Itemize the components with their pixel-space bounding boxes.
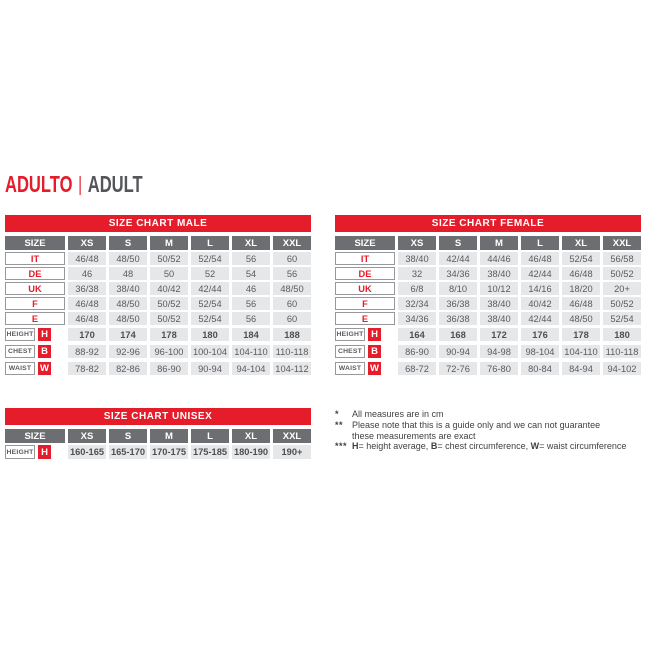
measure-row (5, 328, 311, 341)
size-value-cell: 60 (273, 252, 311, 265)
size-value-cell: 38/40 (480, 312, 518, 325)
measure-code-badge: W (368, 362, 381, 375)
measure-code-badge: B (368, 345, 381, 358)
size-row (335, 297, 641, 310)
size-value-cell: 50/52 (603, 267, 641, 280)
measure-value-cell: 92-96 (109, 345, 147, 358)
size-row (335, 312, 641, 325)
footnote-text-segment: All measures are in cm (352, 409, 444, 419)
size-value-cell: 56/58 (603, 252, 641, 265)
measure-label-group (335, 328, 395, 341)
footnote-marker: ** (335, 419, 344, 430)
size-value-cell: 46/48 (562, 297, 600, 310)
size-value-cell: 46/48 (68, 297, 106, 310)
measure-row (335, 345, 641, 358)
measure-value-cell: 104-110 (232, 345, 270, 358)
measure-label: CHEST (5, 345, 35, 358)
column-header-cell: XXL (603, 236, 641, 250)
measure-label: HEIGHT (5, 445, 35, 459)
size-value-cell: 60 (273, 312, 311, 325)
size-value-cell: 44/46 (480, 252, 518, 265)
column-header-cell: XXL (273, 236, 311, 250)
size-region-label: IT (5, 252, 65, 265)
measure-value-cell: 170-175 (151, 447, 187, 457)
measure-value-cell: 110-118 (273, 345, 311, 358)
size-chart-male (5, 215, 311, 379)
footnote-marker: * (335, 409, 340, 419)
footnote-line (352, 409, 645, 420)
size-value-cell: 52/54 (191, 312, 229, 325)
size-value-cell: 52/54 (603, 312, 641, 325)
measure-value-cell: 90-94 (439, 345, 477, 358)
size-value-cell: 50/52 (603, 297, 641, 310)
measure-value-cell: 180 (191, 328, 229, 341)
footnote-line (352, 420, 645, 431)
measure-label-group (5, 445, 65, 459)
measure-value-cell: 175-185 (192, 447, 228, 457)
measure-value-cell: 94-104 (232, 362, 270, 375)
footnote-item (335, 420, 645, 442)
size-value-cell: 48/50 (273, 282, 311, 295)
column-header-size: SIZE (335, 236, 395, 250)
measure-value-cell: 168 (439, 328, 477, 341)
size-value-cell: 34/36 (439, 267, 477, 280)
column-header-row (335, 236, 641, 250)
column-header-cell: XS (68, 236, 106, 250)
size-value-cell: 52/54 (191, 297, 229, 310)
measure-label: WAIST (335, 362, 365, 375)
size-value-cell: 38/40 (480, 267, 518, 280)
size-value-cell: 50 (150, 267, 188, 280)
size-region-label: UK (335, 282, 395, 295)
size-value-cell: 48/50 (109, 312, 147, 325)
unisex-chart-banner: SIZE CHART UNISEX (5, 408, 311, 425)
footnote-line (352, 431, 645, 442)
measure-value-cell: 170 (68, 328, 106, 341)
column-header-cell: M (150, 429, 188, 443)
size-value-cell: 36/38 (439, 312, 477, 325)
measure-label-group (335, 362, 395, 375)
column-header-cell: XL (232, 236, 270, 250)
column-header-cell: L (191, 236, 229, 250)
column-header-row (5, 429, 311, 443)
column-header-row (5, 236, 311, 250)
column-header-cell: XXL (273, 429, 311, 443)
size-row (5, 282, 311, 295)
measure-value-cell: 72-76 (439, 362, 477, 375)
measure-value-cell: 165-170 (110, 447, 146, 457)
measure-value-cell: 88-92 (68, 345, 106, 358)
measure-label-group (5, 362, 65, 375)
measure-value-cell: 76-80 (480, 362, 518, 375)
measure-code-badge: H (368, 328, 381, 341)
measure-row (335, 328, 641, 341)
size-row (5, 297, 311, 310)
measure-value-cell: 86-90 (150, 362, 188, 375)
measure-value-cell: 188 (273, 328, 311, 341)
measure-row (5, 362, 311, 375)
size-value-cell: 52/54 (562, 252, 600, 265)
footnote-marker: *** (335, 441, 348, 452)
size-value-cell: 56 (232, 252, 270, 265)
footnote-text-segment: W (530, 441, 540, 452)
measure-value-cell: 86-90 (398, 345, 436, 358)
measure-value-cell: 80-84 (521, 362, 559, 375)
size-value-cell: 42/44 (439, 252, 477, 265)
column-header-cell: S (439, 236, 477, 250)
measure-label-group (335, 345, 395, 358)
footnote-text-segment: these measurements are exact (352, 430, 476, 441)
size-value-cell: 56 (232, 297, 270, 310)
footnote-text-segment: H (352, 441, 359, 452)
measure-value-cell: 78-82 (68, 362, 106, 375)
size-value-cell: 32 (398, 267, 436, 280)
size-region-label: E (335, 312, 395, 325)
column-header-cell: XL (562, 236, 600, 250)
footnote-text-segment: Please note that this is a guide only and we can not guarantee (352, 419, 601, 430)
size-value-cell: 38/40 (398, 252, 436, 265)
measure-value-cell: 104-112 (273, 362, 311, 375)
size-value-cell: 8/10 (439, 282, 477, 295)
footnote-text-segment: B (430, 441, 438, 452)
size-value-cell: 48/50 (109, 252, 147, 265)
measure-label: CHEST (335, 345, 365, 358)
measure-value-cell: 178 (562, 328, 600, 341)
measure-row (335, 362, 641, 375)
measure-code-badge: B (38, 345, 51, 358)
size-value-cell: 48 (109, 267, 147, 280)
size-value-cell: 40/42 (150, 282, 188, 295)
column-header-cell: M (480, 236, 518, 250)
column-header-cell: XS (68, 429, 106, 443)
measure-row (5, 445, 311, 459)
title-primary: ADULTO (5, 171, 73, 197)
measure-value-cell: 84-94 (562, 362, 600, 375)
size-value-cell: 48/50 (109, 297, 147, 310)
size-value-cell: 20+ (603, 282, 641, 295)
footnotes (335, 409, 645, 452)
size-value-cell: 6/8 (398, 282, 436, 295)
measure-label-group (5, 345, 65, 358)
measure-value-cell: 160-165 (69, 447, 105, 457)
size-value-cell: 32/34 (398, 297, 436, 310)
column-header-size: SIZE (5, 236, 65, 250)
measure-value-cell: 94-102 (603, 362, 641, 375)
measure-value-cell: 82-86 (109, 362, 147, 375)
column-header-cell: S (109, 236, 147, 250)
measure-code-badge: H (38, 328, 51, 341)
size-region-label: DE (5, 267, 65, 280)
size-value-cell: 60 (273, 297, 311, 310)
size-value-cell: 56 (232, 312, 270, 325)
size-value-cell: 46 (232, 282, 270, 295)
size-value-cell: 48/50 (562, 312, 600, 325)
size-region-label: F (335, 297, 395, 310)
size-value-cell: 36/38 (68, 282, 106, 295)
measure-value-cell: 180 (603, 328, 641, 341)
size-value-cell: 52/54 (191, 252, 229, 265)
title-separator: | (78, 174, 82, 196)
measure-value-cell: 190+ (273, 445, 311, 459)
measure-value-cell: 98-104 (521, 345, 559, 358)
measure-label: WAIST (5, 362, 35, 375)
footnote-item (335, 409, 645, 420)
measure-label: HEIGHT (335, 328, 365, 341)
size-region-label: E (5, 312, 65, 325)
size-chart-unisex (5, 408, 311, 463)
size-region-label: UK (5, 282, 65, 295)
footnote-line (352, 441, 645, 452)
size-row (5, 252, 311, 265)
size-row (5, 267, 311, 280)
page-title (5, 171, 143, 198)
size-region-label: IT (335, 252, 395, 265)
size-value-cell: 42/44 (191, 282, 229, 295)
size-value-cell: 54 (232, 267, 270, 280)
size-value-cell: 52 (191, 267, 229, 280)
column-header-cell: L (191, 429, 229, 443)
size-value-cell: 36/38 (439, 297, 477, 310)
measure-value-cell: 68-72 (398, 362, 436, 375)
female-chart-grid (335, 236, 641, 375)
size-value-cell: 10/12 (480, 282, 518, 295)
size-value-cell: 38/40 (109, 282, 147, 295)
column-header-cell: S (109, 429, 147, 443)
size-value-cell: 38/40 (480, 297, 518, 310)
size-chart-female (335, 215, 641, 379)
title-secondary: ADULT (87, 171, 143, 197)
size-value-cell: 56 (273, 267, 311, 280)
column-header-cell: L (521, 236, 559, 250)
measure-value-cell: 110-118 (603, 345, 641, 358)
female-chart-banner: SIZE CHART FEMALE (335, 215, 641, 232)
measure-value-cell: 174 (109, 328, 147, 341)
measure-value-cell: 100-104 (192, 346, 228, 357)
male-chart-banner: SIZE CHART MALE (5, 215, 311, 232)
measure-value-cell: 164 (398, 328, 436, 341)
measure-value-cell: 104-110 (562, 345, 600, 358)
footnote-text-segment: = waist circumference (539, 441, 627, 452)
size-value-cell: 46 (68, 267, 106, 280)
size-value-cell: 40/42 (521, 297, 559, 310)
measure-value-cell: 96-100 (150, 345, 188, 358)
measure-label-group (5, 328, 65, 341)
measure-value-cell: 94-98 (480, 345, 518, 358)
size-value-cell: 42/44 (521, 312, 559, 325)
measure-value-cell: 90-94 (191, 362, 229, 375)
column-header-size: SIZE (5, 429, 65, 443)
measure-value-cell: 176 (521, 328, 559, 341)
column-header-cell: XS (398, 236, 436, 250)
column-header-cell: XL (232, 429, 270, 443)
size-value-cell: 50/52 (150, 252, 188, 265)
size-value-cell: 14/16 (521, 282, 559, 295)
size-value-cell: 46/48 (562, 267, 600, 280)
measure-value-cell: 184 (232, 328, 270, 341)
size-row (5, 312, 311, 325)
size-row (335, 252, 641, 265)
column-header-cell: M (150, 236, 188, 250)
measure-value-cell: 178 (150, 328, 188, 341)
footnote-item (335, 441, 645, 452)
size-row (335, 267, 641, 280)
size-value-cell: 50/52 (150, 312, 188, 325)
measure-value-cell: 180-190 (233, 447, 269, 457)
footnote-text-segment: = height average, (358, 441, 431, 452)
size-value-cell: 46/48 (68, 252, 106, 265)
measure-label: HEIGHT (5, 328, 35, 341)
size-value-cell: 50/52 (150, 297, 188, 310)
measure-value-cell: 172 (480, 328, 518, 341)
size-value-cell: 42/44 (521, 267, 559, 280)
measure-code-badge: W (38, 362, 51, 375)
size-value-cell: 34/36 (398, 312, 436, 325)
measure-code-badge: H (38, 445, 51, 459)
size-value-cell: 46/48 (68, 312, 106, 325)
size-row (335, 282, 641, 295)
footnote-text-segment: = chest circumference, (437, 441, 531, 452)
size-value-cell: 18/20 (562, 282, 600, 295)
unisex-chart-grid (5, 429, 311, 459)
size-region-label: DE (335, 267, 395, 280)
size-value-cell: 46/48 (521, 252, 559, 265)
male-chart-grid (5, 236, 311, 375)
measure-row (5, 345, 311, 358)
size-region-label: F (5, 297, 65, 310)
